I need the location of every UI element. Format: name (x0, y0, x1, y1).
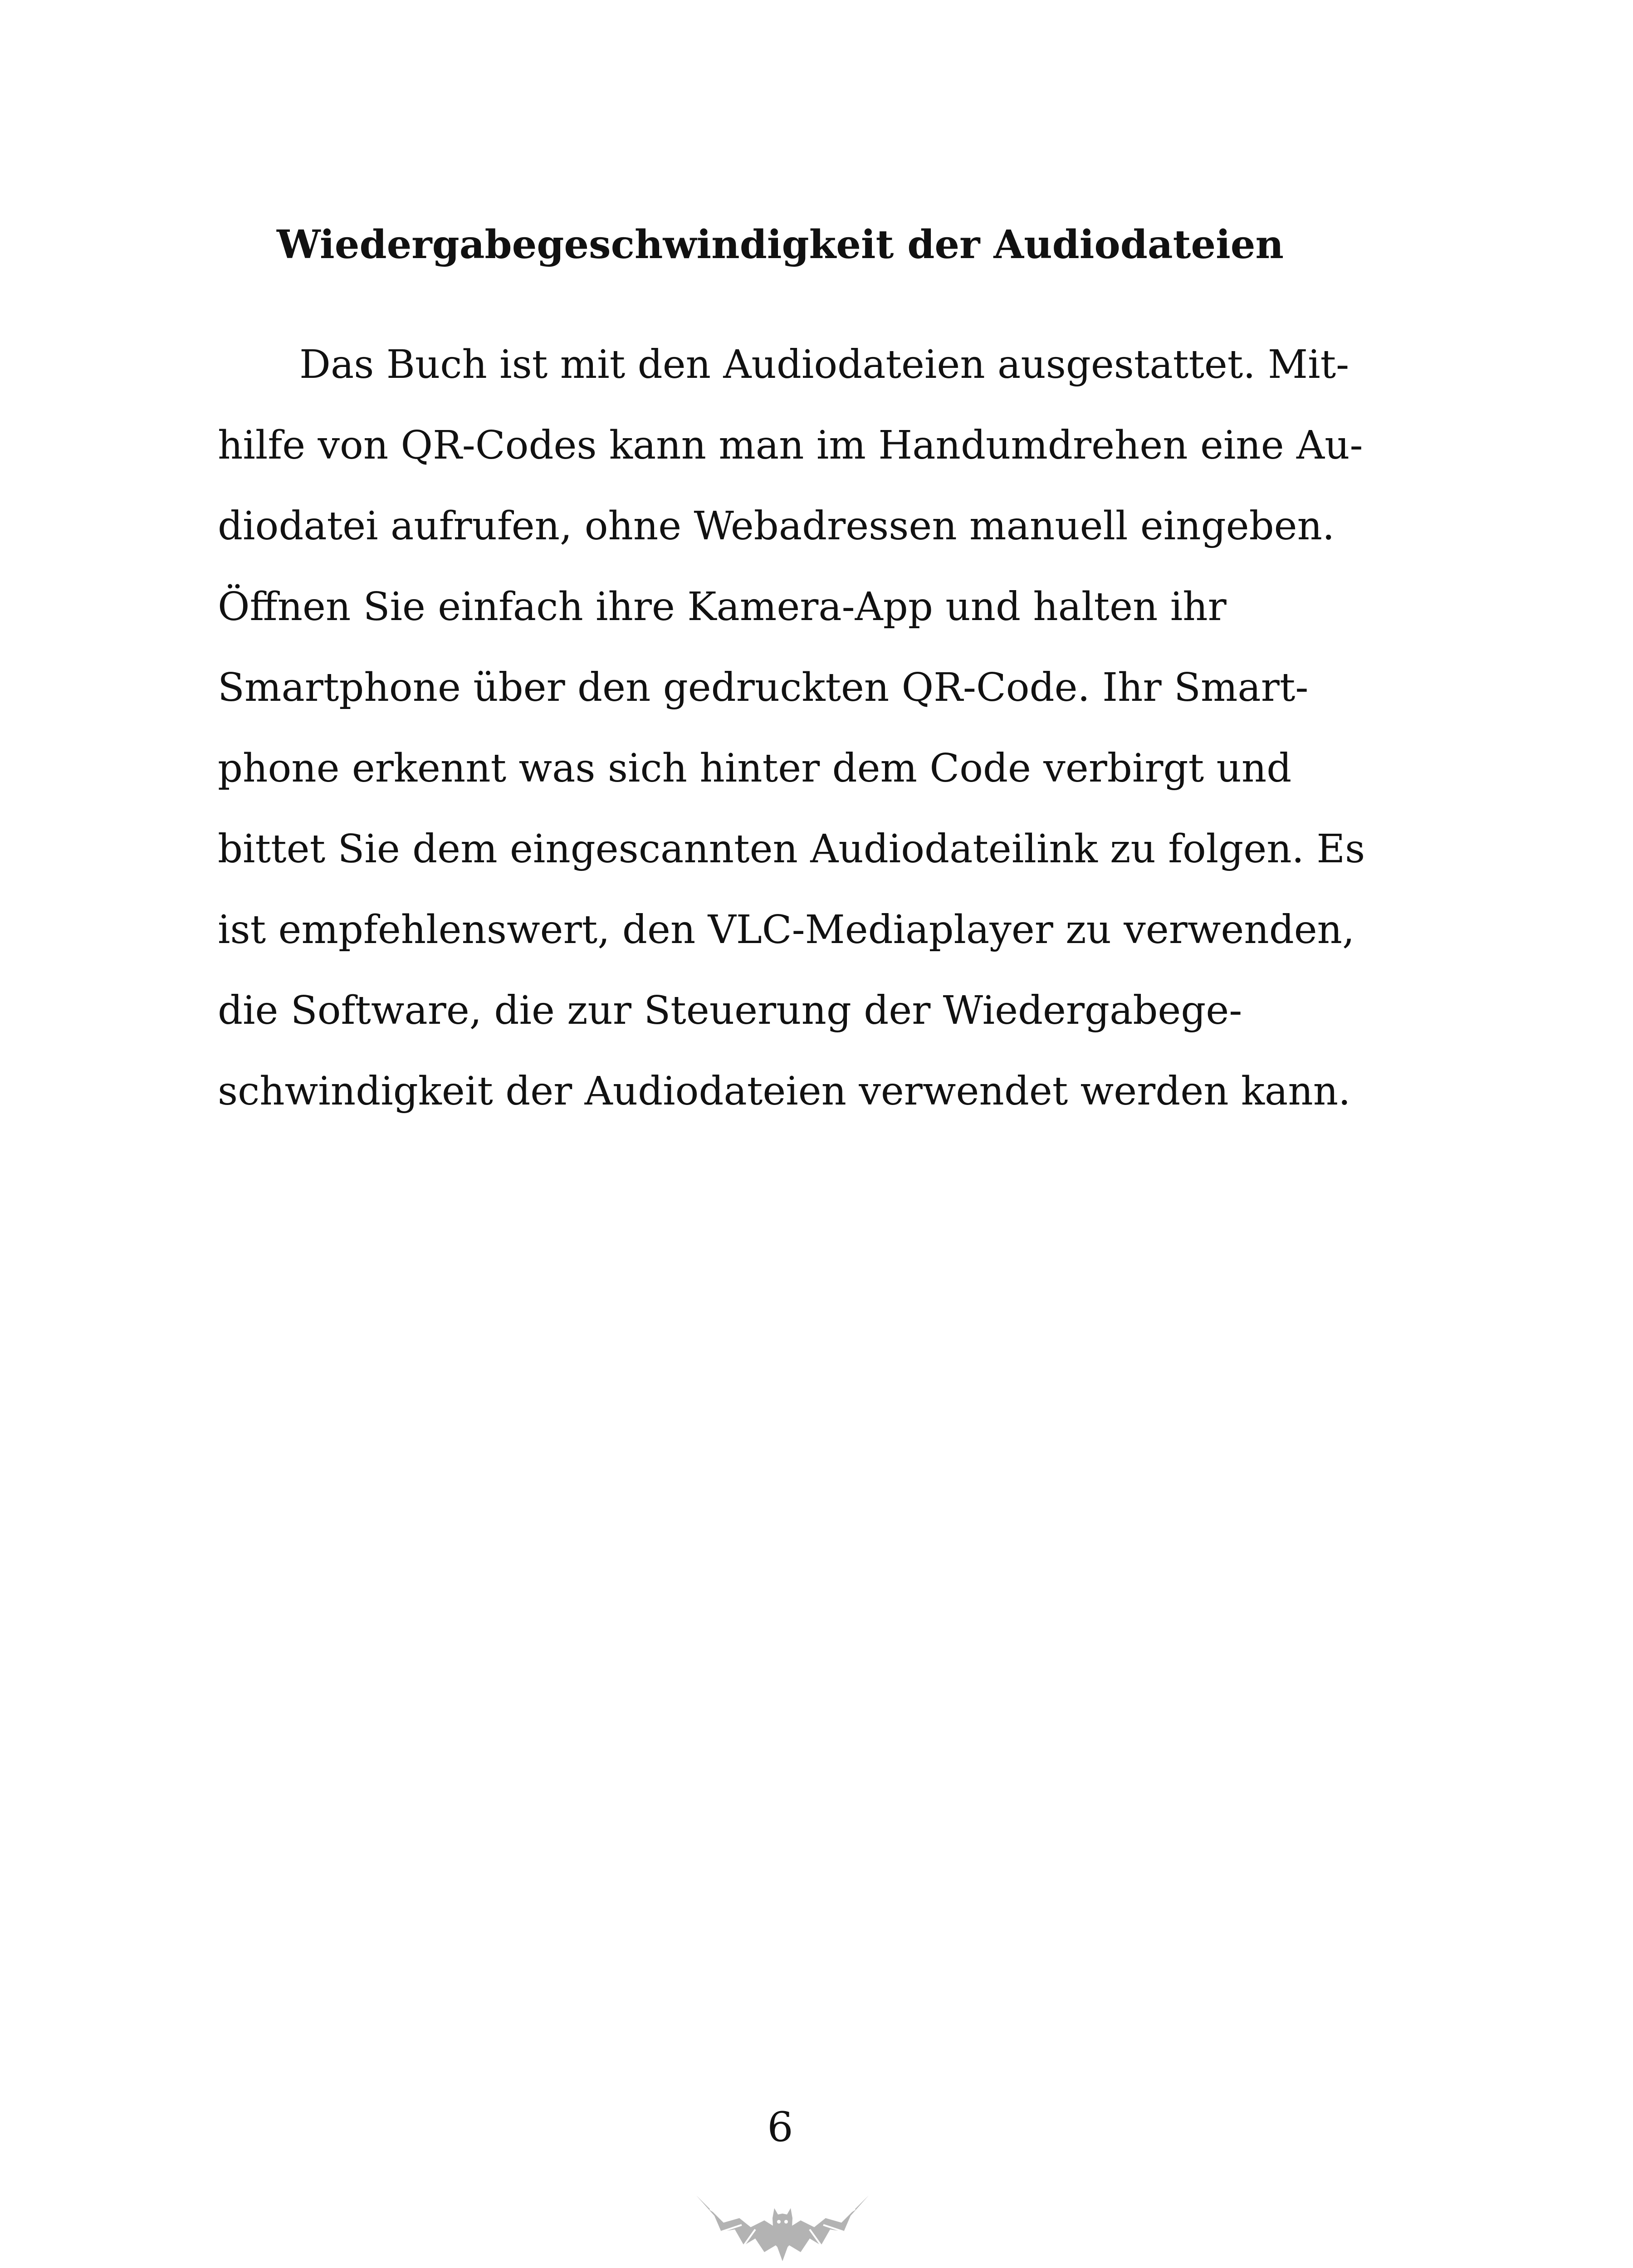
paragraph-line: diodatei aufrufen, ohne Webadressen manuell eingeben. (218, 503, 1335, 549)
paragraph-line: schwindigkeit der Audiodateien verwendet werden kann. (218, 1069, 1351, 1114)
paragraph-line: Das Buch ist mit den Audiodateien ausgestattet. Mit- (299, 342, 1349, 387)
paragraph-line: bittet Sie dem eingescannten Audiodateilink zu folgen. Es (218, 826, 1365, 872)
page-title: Wiedergabegeschwindigkeit der Audiodateien (276, 222, 1284, 268)
paragraph-line: phone erkennt was sich hinter dem Code verbirgt und (218, 746, 1292, 791)
paragraph-line: hilfe von QR-Codes kann man im Handumdrehen eine Au- (218, 423, 1363, 468)
bat-icon (696, 2177, 869, 2268)
body-paragraph (218, 324, 1365, 1132)
page-number: 6 (767, 2103, 793, 2151)
paragraph-line: Öffnen Sie einfach ihre Kamera-App und halten ihr (218, 584, 1227, 630)
paragraph-line: die Software, die zur Steuerung der Wiedergabege- (218, 988, 1242, 1033)
paragraph-line: ist empfehlenswert, den VLC-Mediaplayer zu verwenden, (218, 907, 1355, 953)
paragraph-line: Smartphone über den gedruckten QR-Code. Ihr Smart- (218, 665, 1309, 710)
